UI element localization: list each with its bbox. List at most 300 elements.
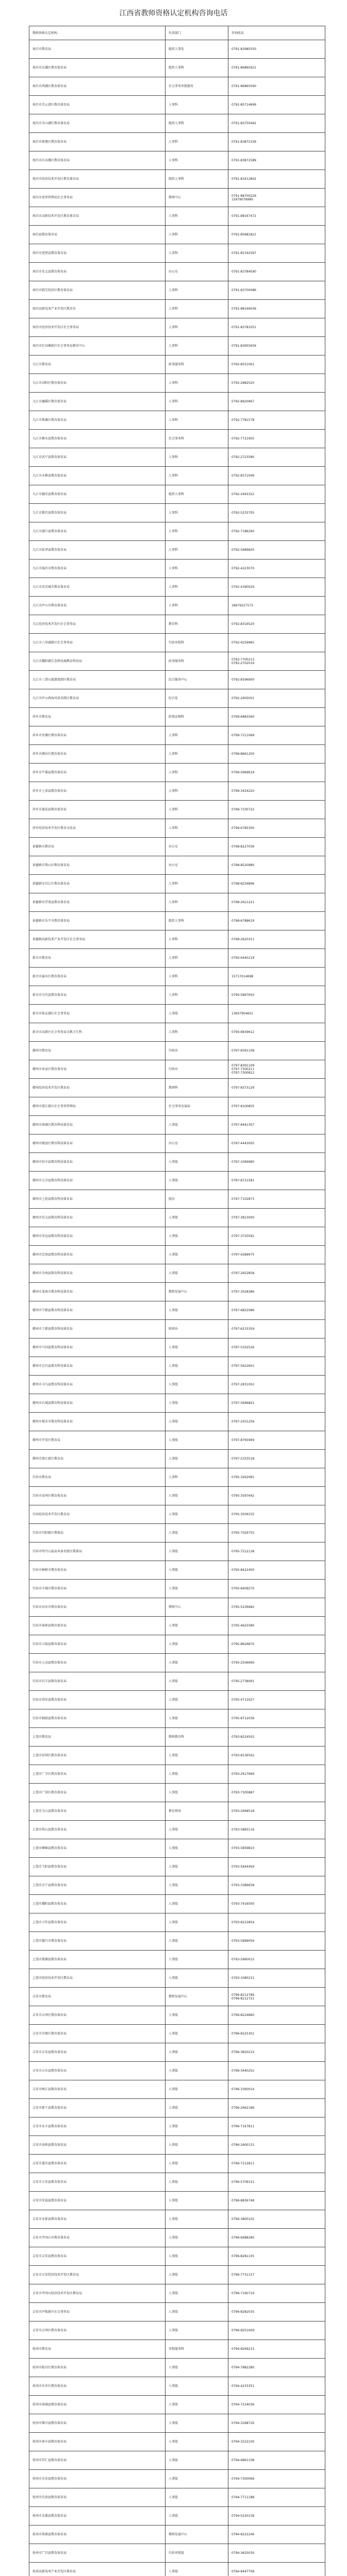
agency-cell: 吉安市遂川县教育体育局 <box>29 2155 166 2173</box>
table-row <box>29 541 325 560</box>
table-row <box>29 2451 325 2470</box>
phone-cell: 0792-4390029 <box>228 578 325 597</box>
department-cell: 人事股 <box>166 2507 228 2526</box>
phone-cell: 0797-3528386 <box>228 1283 325 1301</box>
agency-cell: 赣州经济技术开发区教育局 <box>29 1079 166 1097</box>
department-cell: 人事股 <box>166 2488 228 2507</box>
agency-cell: 吉安市吉安县教育体育局 <box>29 2043 166 2062</box>
table-row <box>29 2099 325 2117</box>
department-cell: 人事股 <box>166 1635 228 1654</box>
table-row <box>29 968 325 986</box>
phone-cell: 0791-88169036 <box>228 300 325 318</box>
phone-cell: 0798-8256896 <box>228 875 325 893</box>
department-cell: 人事科 <box>166 764 228 782</box>
agency-cell: 九江市共青城市教育体育局 <box>29 578 166 597</box>
phone-cell: 0791-86865560 <box>228 77 325 96</box>
department-cell: 人事股 <box>166 1932 228 1951</box>
department-cell: 人事科 <box>166 597 228 615</box>
department-cell: 人事股 <box>166 2043 228 2062</box>
agency-cell: 南昌市临空经济区教育体育局 <box>29 281 166 300</box>
phone-cell: 0796-8212789 0796-8212721 <box>228 1988 325 2006</box>
agency-cell: 上饶市广丰区教育体育局 <box>29 1765 166 1784</box>
department-cell: 人事股 <box>166 2433 228 2451</box>
agency-cell: 景德镇市乐平市教育体育局 <box>29 912 166 930</box>
department-cell: 人事股 <box>166 1357 228 1376</box>
table-row <box>29 2563 325 2576</box>
department-cell: 人事科 <box>166 1023 228 1042</box>
department-cell: 办公室 <box>166 856 228 875</box>
agency-cell: 南昌市经济技术开发区社会事务局 <box>29 318 166 337</box>
agency-cell: 宜春市明月山温泉风景名胜区教体局 <box>29 1543 166 1561</box>
department-cell: 行政办 <box>166 1042 228 1060</box>
phone-cell: 0791-83784590 <box>228 263 325 281</box>
table-row <box>29 634 325 652</box>
agency-cell: 吉安市吉安经济技术开发区教育局 <box>29 2266 166 2284</box>
phone-cell: 0796-3820210 <box>228 2043 325 2062</box>
table-row <box>29 1134 325 1153</box>
table-row <box>29 2377 325 2396</box>
table-row <box>29 986 325 1005</box>
table-row <box>29 1617 325 1635</box>
phone-cell: 0793-2617669 <box>228 1765 325 1784</box>
table-row <box>29 1784 325 1802</box>
table-row <box>29 2117 325 2136</box>
department-cell: 人事科 <box>166 226 228 244</box>
phone-cell: 0792-4259965 <box>228 634 325 652</box>
phone-cell: 0797-3720592 <box>228 1227 325 1246</box>
department-cell: 社会事务科 <box>166 430 228 448</box>
phone-cell: 0792-2463322 <box>228 485 325 504</box>
agency-cell: 南昌市进贤县教育体育局 <box>29 244 166 263</box>
phone-cell: 0795-3597642 <box>228 1487 325 1505</box>
department-cell: 人事股 <box>166 1709 228 1728</box>
table-row <box>29 1209 325 1227</box>
department-cell: 行政审批科 <box>166 634 228 652</box>
header-phone: 咨询电话 <box>228 26 325 40</box>
phone-cell: 0791-83700086 <box>228 281 325 300</box>
table-row <box>29 1561 325 1580</box>
table-row <box>29 597 325 615</box>
phone-cell: 0797-6641307 <box>228 1116 325 1134</box>
department-cell: 人事股 <box>166 2470 228 2488</box>
department-cell: 教师中心 <box>166 1598 228 1617</box>
phone-cell: 0796-5709151 <box>228 2173 325 2192</box>
table-row <box>29 1635 325 1654</box>
table-row <box>29 1042 325 1060</box>
department-cell: 办公室 <box>166 1134 228 1153</box>
phone-cell: 0799-8661200 <box>228 745 325 764</box>
phone-cell: 0791-88167472 <box>228 207 325 226</box>
phone-cell: 0796-8251009 <box>228 2321 325 2340</box>
department-cell: 政策法规科 <box>166 708 228 726</box>
table-row <box>29 1672 325 1691</box>
agency-cell: 赣州市宁都县教育科技体育局 <box>29 1301 166 1320</box>
phone-cell: 0793-5644459 <box>228 1858 325 1876</box>
agency-cell: 景德镇市教育局 <box>29 838 166 856</box>
phone-cell: 0799-3424220 <box>228 782 325 801</box>
agency-cell: 九江市彭泽县教育体育局 <box>29 541 166 560</box>
phone-cell: 0794-3222100 <box>228 2433 325 2451</box>
department-cell: 人事科 <box>166 930 228 949</box>
agency-cell: 九江市濂溪区教育体育局 <box>29 393 166 411</box>
table-row <box>29 2192 325 2210</box>
agency-cell: 吉安市教育局 <box>29 1988 166 2006</box>
table-row <box>29 2266 325 2284</box>
phone-cell: 0797-8391109 0797-7300211 0797-7300812 <box>228 1060 325 1079</box>
agency-cell: 宜春经济技术开发区教育局 <box>29 1505 166 1524</box>
agency-cell: 赣州市上犹县教育科技体育局 <box>29 1190 166 1209</box>
department-cell: 办公室 <box>166 838 228 856</box>
agency-cell: 吉安市井冈山市教育体育局 <box>29 2229 166 2247</box>
phone-cell: 0799-7330722 <box>228 801 325 819</box>
agency-cell: 宜春市樟树市教育体育局 <box>29 1561 166 1580</box>
table-row <box>29 1858 325 1876</box>
phone-cell: 0795-3509155 <box>228 1505 325 1524</box>
phone-cell: 13607904651 <box>228 1005 325 1023</box>
phone-cell: 0796-2600131 <box>228 2136 325 2155</box>
department-cell: 人事股 <box>166 2136 228 2155</box>
agency-cell: 抚州市南城县教育体育局 <box>29 2396 166 2414</box>
agency-cell: 赣州市南康区教育科技体育局 <box>29 1116 166 1134</box>
agency-cell: 宜春市奉新县教育体育局 <box>29 1617 166 1635</box>
department-cell: 人事股 <box>166 1394 228 1413</box>
agency-cell: 吉安市井冈山经济技术开发区教育局 <box>29 2284 166 2303</box>
phone-cell: 0798-8520980 <box>228 856 325 875</box>
table-row <box>29 1876 325 1895</box>
phone-cell: 0798-2621221 <box>228 893 325 912</box>
table-row <box>29 2303 325 2321</box>
agency-cell: 吉安市吉安县教育体育局 <box>29 2247 166 2266</box>
table-row <box>29 893 325 912</box>
table-row <box>29 2062 325 2080</box>
table-row <box>29 1691 325 1709</box>
table-row <box>29 1747 325 1765</box>
phone-cell: 0792-7721955 <box>228 430 325 448</box>
agency-cell: 吉安市庐陵新区社会事务局 <box>29 2303 166 2321</box>
department-cell: 人事股 <box>166 2210 228 2229</box>
agency-cell: 宜春市袁州区教育体育局 <box>29 1487 166 1505</box>
department-cell: 人事股 <box>166 2284 228 2303</box>
table-row <box>29 1913 325 1932</box>
table-row <box>29 2173 325 2192</box>
table-row <box>29 411 325 430</box>
table-row <box>29 949 325 968</box>
agency-cell: 九江市德安县教育体育局 <box>29 485 166 504</box>
table-row <box>29 2043 325 2062</box>
department-cell: 组织人事科 <box>166 485 228 504</box>
department-cell: 人事股 <box>166 1005 228 1023</box>
phone-cell: 0791-83750462 <box>228 114 325 133</box>
phone-cell: 0791-83985550 <box>228 40 325 59</box>
agency-cell: 新余市分宜县教育体育局 <box>29 986 166 1005</box>
phone-cell: 0791-86865921 <box>228 59 325 77</box>
phone-cell: 0797-7102873 <box>228 1190 325 1209</box>
department-cell: 办公室 <box>166 263 228 281</box>
table-row <box>29 151 325 170</box>
table-row <box>29 1450 325 1468</box>
agency-cell: 九江市鄱阳湖生态科技城教育科技局 <box>29 652 166 671</box>
table-row <box>29 263 325 281</box>
table-row <box>29 1320 325 1338</box>
phone-cell: 0797-3369985 <box>228 1153 325 1172</box>
agency-cell: 九江市修水县教育体育局 <box>29 430 166 448</box>
table-row <box>29 1079 325 1097</box>
department-cell: 人事股 <box>166 1672 228 1691</box>
department-cell: 人事股 <box>166 1246 228 1264</box>
department-cell: 人事股 <box>166 1858 228 1876</box>
agency-cell: 南昌市安义县教育体育局 <box>29 263 166 281</box>
phone-cell: 0792-4223070 <box>228 560 325 578</box>
department-cell: 教师发展中心 <box>166 2526 228 2544</box>
phone-cell: 0792-7186290 <box>228 522 325 541</box>
phone-cell: 0791-83872339 <box>228 133 325 151</box>
table-row <box>29 522 325 541</box>
phone-cell: 0797-5622601 <box>228 1357 325 1376</box>
table-row <box>29 1172 325 1190</box>
phone-cell: 0799-6785300 <box>228 819 325 838</box>
department-cell: 人事科 <box>166 986 228 1005</box>
agency-cell: 赣州市安远县教育科技体育局 <box>29 1227 166 1246</box>
table-row <box>29 2359 325 2377</box>
department-cell: 人事股 <box>166 2006 228 2025</box>
phone-cell: 0794-6861108 <box>228 2451 325 2470</box>
table-row <box>29 189 325 207</box>
phone-cell: 0797-6233359 <box>228 1320 325 1338</box>
agency-cell: 赣州市全南县教育科技体育局 <box>29 1264 166 1283</box>
agency-cell: 萍乡市湘东区教育体育局 <box>29 745 166 764</box>
phone-cell: 0793-3380215 <box>228 1969 325 1988</box>
agency-cell: 南昌市东湖区教育体育局 <box>29 59 166 77</box>
table-row <box>29 2247 325 2266</box>
phone-cell: 0792-2905001 <box>228 689 325 708</box>
department-cell: 政务服务科 <box>166 652 228 671</box>
table-row <box>29 2006 325 2025</box>
table-row <box>29 1301 325 1320</box>
table-row <box>29 2526 325 2544</box>
phone-cell: 0795-2738091 <box>228 1672 325 1691</box>
table-row <box>29 1895 325 1913</box>
phone-cell: 0793-8224502 <box>228 1728 325 1747</box>
department-cell: 师训办 <box>166 1320 228 1338</box>
department-cell: 人事科 <box>166 949 228 968</box>
phone-cell: 0794-4233351 <box>228 2377 325 2396</box>
phone-cell: 0791-83955656 <box>228 337 325 355</box>
agency-cell: 抚州市资溪县教育体育局 <box>29 2526 166 2544</box>
phone-cell: 0791-88700229 15979078980 <box>228 189 325 207</box>
department-cell: 人事股 <box>166 1913 228 1932</box>
agency-cell: 赣州市大余县教育科技体育局 <box>29 1172 166 1190</box>
phone-cell: 0792-8920967 <box>228 393 325 411</box>
department-cell: 组织人事科 <box>166 170 228 189</box>
department-cell: 人事股 <box>166 2303 228 2321</box>
phone-cell: 0796-7167811 <box>228 2117 325 2136</box>
agency-cell: 萍乡市莲花县教育体育局 <box>29 801 166 819</box>
phone-cell: 0795-7029755 <box>228 1524 325 1543</box>
agency-cell: 吉安市青原区教育体育局 <box>29 2025 166 2043</box>
agency-cell: 抚州市黎川县教育体育局 <box>29 2414 166 2433</box>
department-cell: 人事股 <box>166 1747 228 1765</box>
table-row <box>29 2284 325 2303</box>
agency-cell: 上饶市余干县教育体育局 <box>29 1876 166 1895</box>
table-row <box>29 1413 325 1431</box>
department-cell: 人事科 <box>166 1468 228 1487</box>
department-cell: 教育督导 <box>166 1802 228 1821</box>
agency-cell: 吉安市万安县教育体育局 <box>29 2173 166 2192</box>
agency-cell: 宜春市万载县教育体育局 <box>29 1635 166 1654</box>
table-row <box>29 170 325 189</box>
table-row <box>29 2229 325 2247</box>
agency-cell: 上饶市教育局 <box>29 1728 166 1747</box>
phone-cell: 0797-8373129 <box>228 1079 325 1097</box>
phone-cell: 0799-6883560 <box>228 708 325 726</box>
table-row <box>29 226 325 244</box>
department-cell: 人事股 <box>166 1172 228 1190</box>
agency-cell: 南昌县教育体育局 <box>29 226 166 244</box>
phone-cell: 0796-8224860 <box>228 2006 325 2025</box>
department-cell: 人事股 <box>166 1821 228 1839</box>
agency-cell: 宜春市宜丰县教育体育局 <box>29 1672 166 1691</box>
table-row <box>29 2321 325 2340</box>
agency-cell: 吉安市吉水县教育体育局 <box>29 2062 166 2080</box>
table-row <box>29 1932 325 1951</box>
agency-cell: 赣州市会昌县教育科技体育局 <box>29 1357 166 1376</box>
department-cell: 人事股 <box>166 2396 228 2414</box>
agency-cell: 南昌市新建区教育体育局 <box>29 133 166 151</box>
table-row <box>29 1283 325 1301</box>
phone-cell: 0796-3440252 <box>228 2062 325 2080</box>
agency-cell: 南昌市红谷滩区教育体育局 <box>29 151 166 170</box>
department-cell: 人事科 <box>166 801 228 819</box>
phone-cell: 0792-2882520 <box>228 374 325 393</box>
table-row <box>29 801 325 819</box>
department-cell: 人事股 <box>166 2155 228 2173</box>
agency-cell: 赣州市信丰县教育科技体育局 <box>29 1153 166 1172</box>
agency-cell: 赣州市兴国县教育科技体育局 <box>29 1338 166 1357</box>
table-row <box>29 782 325 801</box>
department-cell: 人事科 <box>166 875 228 893</box>
agency-cell: 赣州市于都县教育科技体育局 <box>29 1320 166 1338</box>
table-row <box>29 430 325 448</box>
phone-cell: 0793-7416500 <box>228 1895 325 1913</box>
phone-cell: 0794-8222246 <box>228 2526 325 2544</box>
phone-cell: 0796-8836748 <box>228 2192 325 2210</box>
department-cell: 人事股 <box>166 1543 228 1561</box>
department-cell: 人事股 <box>166 1524 228 1543</box>
table-row <box>29 1988 325 2006</box>
agency-cell: 新余市仙女湖区社会事务局 <box>29 1005 166 1023</box>
phone-cell: 0797-5696841 <box>228 1394 325 1413</box>
table-row <box>29 1654 325 1672</box>
agency-cell: 九江市瑞昌市教育体育局 <box>29 560 166 578</box>
agency-cell: 抚州市崇仁县教育体育局 <box>29 2451 166 2470</box>
phone-cell: 0798-6788619 <box>228 912 325 930</box>
phone-cell: 0791-85714699 <box>228 96 325 114</box>
phone-cell: 0793-5899059 <box>228 1932 325 1951</box>
phone-cell: 0795-8626870 <box>228 1635 325 1654</box>
agency-cell: 赣州市教育局 <box>29 1042 166 1060</box>
agency-cell: 萍乡经济技术开发区教育文化局 <box>29 819 166 838</box>
department-cell: 人事科 <box>166 281 228 300</box>
phone-cell: 0797-8100855 <box>228 1097 325 1116</box>
table-row <box>29 207 325 226</box>
agency-cell: 上饶市德兴市教育体育局 <box>29 1932 166 1951</box>
table-row <box>29 2544 325 2563</box>
agency-cell: 新余市渝水区教育体育局 <box>29 968 166 986</box>
department-cell: 人事科 <box>166 133 228 151</box>
department-cell: 人事科 <box>166 467 228 485</box>
table-row <box>29 1524 325 1543</box>
department-cell: 组织人事科 <box>166 59 228 77</box>
phone-cell: 0791-83781051 <box>228 318 325 337</box>
phone-cell: 0794-3625030 <box>228 2544 325 2563</box>
table-row <box>29 652 325 671</box>
department-cell: 社会事务发展局 <box>166 1097 228 1116</box>
department-cell: 人事股 <box>166 1301 228 1320</box>
table-row <box>29 2210 325 2229</box>
phone-cell: 0795-5236682 <box>228 1598 325 1617</box>
table-row <box>29 1487 325 1505</box>
table-row <box>29 1116 325 1134</box>
agency-cell: 赣州市瑞金市教育科技体育局 <box>29 1413 166 1431</box>
phone-cell: 0798-2620311 <box>228 930 325 949</box>
department-cell: 股办 <box>166 1190 228 1209</box>
agency-cell: 抚州市广昌县教育体育局 <box>29 2544 166 2563</box>
department-cell: 人事股 <box>166 1969 228 1988</box>
department-cell: 组织人事处 <box>166 40 228 59</box>
department-cell: 人事股 <box>166 1617 228 1635</box>
agency-cell: 吉安市吉州区教育体育局 <box>29 2321 166 2340</box>
table-row <box>29 393 325 411</box>
table-row <box>29 1357 325 1376</box>
department-cell: 教师发展中心 <box>166 1283 228 1301</box>
table-row <box>29 1394 325 1413</box>
phone-cell: 0797-8765969 <box>228 1431 325 1450</box>
agency-cell: 抚州市临川区教育体育局 <box>29 2359 166 2377</box>
phone-cell: 0792-5233705 <box>228 504 325 522</box>
table-row <box>29 300 325 318</box>
phone-cell: 0797-8391108 <box>228 1042 325 1060</box>
agency-cell: 赣州市章贡区教育体育局 <box>29 1060 166 1079</box>
agency-cell: 上饶市铅山县教育体育局 <box>29 1821 166 1839</box>
department-cell: 人事股 <box>166 2266 228 2284</box>
agency-cell: 吉安市新干县教育体育局 <box>29 2099 166 2117</box>
header-department: 负责部门 <box>166 26 228 40</box>
phone-cell: 0793-3389658 <box>228 1876 325 1895</box>
table-row <box>29 1190 325 1209</box>
table-row <box>29 560 325 578</box>
agency-cell: 上饶市婺源县教育体育局 <box>29 1951 166 1969</box>
phone-cell: 0795-8712036 <box>228 1709 325 1728</box>
department-cell: 人事科 <box>166 745 228 764</box>
agency-cell: 吉安市峡江县教育体育局 <box>29 2080 166 2099</box>
agency-cell: 宜春市高安市教育体育局 <box>29 1598 166 1617</box>
agency-cell: 宜春市宜阳新区教体局 <box>29 1524 166 1543</box>
agency-cell: 上饶市万年县教育体育局 <box>29 1913 166 1932</box>
table-row <box>29 2340 325 2359</box>
phone-cell: 0793-8222854 <box>228 1913 325 1932</box>
agency-cell: 抚州市宜黄县教育体育局 <box>29 2488 166 2507</box>
agency-cell: 新余市高新区社会事务局文教卫生科 <box>29 1023 166 1042</box>
department-cell: 综合服务中心 <box>166 671 228 689</box>
department-cell: 社会事务审批服务 <box>166 77 228 96</box>
phone-cell: 0790-6839612 <box>228 1023 325 1042</box>
table-row <box>29 1338 325 1357</box>
phone-cell: 0794-5220158 <box>228 2507 325 2526</box>
phone-cell: 0794-7882280 <box>228 2359 325 2377</box>
table-row <box>29 281 325 300</box>
department-cell: 人事科 <box>166 819 228 838</box>
phone-cell: 0792-5689820 <box>228 541 325 560</box>
